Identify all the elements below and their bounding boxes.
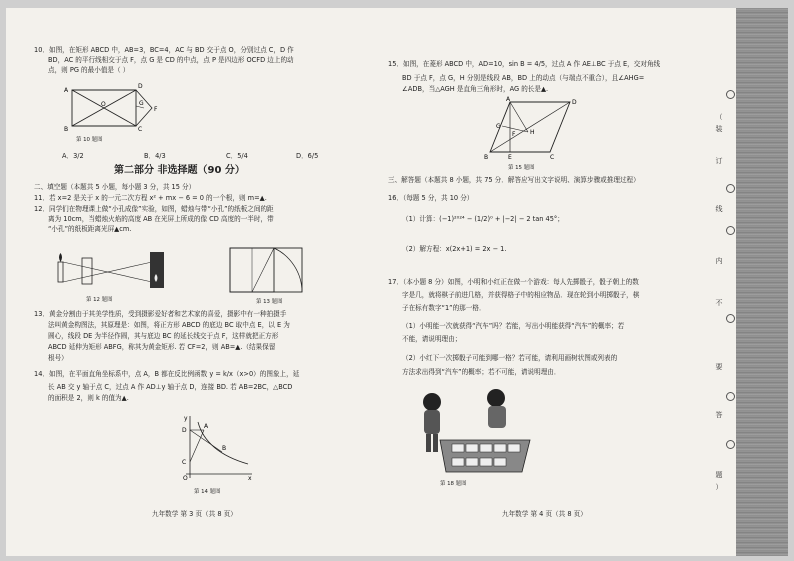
q17-line-2: 字是几，就将棋子前进几格，并获得格子中的相应物品．现在轮到小明掷骰子，棋 <box>402 291 640 299</box>
q16-heading: 16．（每题 5 分，共 10 分） <box>388 194 474 202</box>
q10-label-g: G <box>139 100 144 107</box>
q17-line-6: （2）小红下一次掷骰子可能到哪一格？若可能，请利用画树状图或列表的 <box>402 354 618 362</box>
q13-line-4: ABCD 延伸为矩形 ABFG，称其为黄金矩形. 若 CF=2，则 AB=▲.（结果保留 <box>48 343 276 351</box>
q17-line-1: 17．（本小题 8 分）如图，小明和小红正在做一个游戏：每人先掷骰子，骰子朝上的数 <box>388 278 639 286</box>
q14-line-2: 长 AB 交 y 轴于点 C，过点 A 作 AD⊥y 轴于点 D，连接 BD. 若 AB=2BC，△BCD <box>48 383 293 391</box>
q10-label-d: D <box>138 83 143 90</box>
q17-line-3: 子在标有数字“1”的那一格． <box>402 304 486 312</box>
q12-figure <box>52 246 172 294</box>
q10-caption: 第 10 题图 <box>76 137 103 143</box>
q14-figure <box>176 412 256 482</box>
q11: 11．若 x=2 是关于 x 的一元二次方程 x² + mx − 6 = 0 的一个根，则 m=▲. <box>34 194 267 202</box>
q17-line-5: 不能，请说明理由； <box>402 335 462 343</box>
q17-line-7: 方法求出得到“汽车”的概率；若不可能，请说明理由． <box>402 368 561 376</box>
q12-caption: 第 12 题图 <box>86 297 113 303</box>
seal-char-10: ） <box>715 483 723 491</box>
exam-page <box>6 8 788 556</box>
q15-label-c: C <box>550 154 555 161</box>
q10-line-1: 10．如图，在矩形 ABCD 中，AB=3，BC=4，AC 与 BD 交于点 O，分别过点 C，D 作 <box>34 46 294 54</box>
q12-line-3: “小孔”的纸板距离光屏▲cm. <box>48 225 132 233</box>
q10-option-d: D．6/5 <box>296 152 319 160</box>
q10-line-2: BD，AC 的平行线相交于点 F，点 G 是 CD 的中点，点 P 是四边形 OCFD 边上的动 <box>48 56 294 64</box>
seal-char-1: （ <box>715 113 723 121</box>
q13-caption: 第 13 题图 <box>256 299 283 305</box>
q14-label-c: C <box>182 459 187 466</box>
q12-line-2: 离为 10cm，当蜡烛火焰的高度 AB 在光屏上所成的像 CD 高度的一半时，带 <box>48 215 274 223</box>
seal-char-4: 线 <box>715 205 723 213</box>
q10-option-c: C．5/4 <box>226 152 248 160</box>
q15-label-h: H <box>530 129 535 136</box>
q15-label-d: D <box>572 99 577 106</box>
q14-label-x: x <box>248 475 252 482</box>
q13-line-5: 根号） <box>48 354 68 362</box>
q14-line-1: 14．如图，在平面直角坐标系中，点 A，B 都在反比例函数 y = k/x（x>0）的图象上，延 <box>34 370 300 378</box>
q10-label-a: A <box>64 87 69 94</box>
q17-game-illustration <box>418 388 536 480</box>
seal-char-5: 内 <box>715 257 723 265</box>
q14-line-3: 的面积是 2，则 k 的值为▲. <box>48 394 129 402</box>
q13-figure <box>222 242 332 298</box>
q15-caption: 第 15 题图 <box>508 165 535 171</box>
page-3-footer: 九年数学 第 3 页（共 8 页） <box>152 510 237 518</box>
q15-line-1: 15．如图，在菱形 ABCD 中，AD=10，sin B = 4/5，过点 A 作 AE⊥BC 于点 E，交对角线 <box>388 60 661 68</box>
section-2-title: 第二部分 非选择题（90 分） <box>114 165 245 176</box>
q10-label-b: B <box>64 126 69 133</box>
seal-char-2: 装 <box>715 125 723 133</box>
binding-hole <box>726 314 735 323</box>
q15-label-g: G <box>496 123 501 130</box>
binding-hole <box>726 392 735 401</box>
q10-option-b: B．4/3 <box>144 152 166 160</box>
seal-char-3: 订 <box>715 157 723 165</box>
q10-label-c: C <box>138 126 143 133</box>
q10-label-f: F <box>154 106 158 113</box>
q15-line-2: BD 于点 F，点 G，H 分别是线段 AB，BD 上的动点（与端点不重合），且∠AHG= <box>402 74 645 82</box>
seal-char-7: 要 <box>715 363 723 371</box>
q14-caption: 第 14 题图 <box>194 489 221 495</box>
seal-char-6: 不 <box>715 299 723 307</box>
q14-label-y: y <box>184 415 188 422</box>
seal-char-8: 答 <box>715 411 723 419</box>
q14-label-o: O <box>183 475 188 482</box>
binding-hole <box>726 440 735 449</box>
q10-option-a: A．3/2 <box>62 152 84 160</box>
binding-hole <box>726 184 735 193</box>
fill-section-heading: 二、填空题（本题共 5 小题，每小题 3 分，共 15 分） <box>34 183 196 191</box>
q14-label-d: D <box>182 427 187 434</box>
section-3-heading: 三、解答题（本题共 8 小题，共 75 分．解答应写出文字说明、演算步骤或推理过程） <box>388 176 640 184</box>
q13-line-1: 13．黄金分割由于其美学性质，受到摄影爱好者和艺术家的喜爱，摄影中有一种拍摄手 <box>34 310 287 318</box>
q10-label-o: O <box>101 101 106 108</box>
scanned-edge-strip <box>736 8 788 556</box>
q17-line-4: （1）小明能一次就获得“汽车”吗？若能，写出小明能获得“汽车”的概率；若 <box>402 322 625 330</box>
seal-char-9: 题 <box>715 471 723 479</box>
q15-label-a: A <box>506 96 511 103</box>
q16-part-1: （1）计算：(−1)²⁰²⁴ − (1/2)⁰ + |−2| − 2 tan 45°； <box>402 215 564 223</box>
q16-part-2: （2）解方程：x(2x+1) = 2x − 1. <box>402 245 507 253</box>
q13-line-2: 法叫黄金构图法，其原理是：如图，将正方形 ABCD 的底边 BC 取中点 E，以 E 为 <box>48 321 290 329</box>
q14-label-b: B <box>222 445 227 452</box>
q13-line-3: 圆心，线段 DE 为半径作圆，其与底边 BC 的延长线交于点 F，这样就把正方形 <box>48 332 279 340</box>
q14-label-a: A <box>204 423 209 430</box>
q15-label-b: B <box>484 154 489 161</box>
q10-line-3: 点，则 PG 的最小值是（ ） <box>48 66 130 74</box>
q10-figure <box>56 78 166 136</box>
q15-label-f: F <box>512 131 516 138</box>
q12-line-1: 12．同学们在物理课上做“小孔成像”实验，如图，蜡烛与带“小孔”的纸板之间的距 <box>34 205 274 213</box>
q15-figure <box>484 96 584 162</box>
q15-line-3: ∠ADB，当△AGH 是直角三角形时，AG 的长是▲. <box>402 85 549 93</box>
binding-hole <box>726 226 735 235</box>
q17-caption: 第 18 题图 <box>440 481 467 487</box>
q15-label-e: E <box>508 154 512 161</box>
page-4-footer: 九年数学 第 4 页（共 8 页） <box>502 510 587 518</box>
binding-hole <box>726 90 735 99</box>
